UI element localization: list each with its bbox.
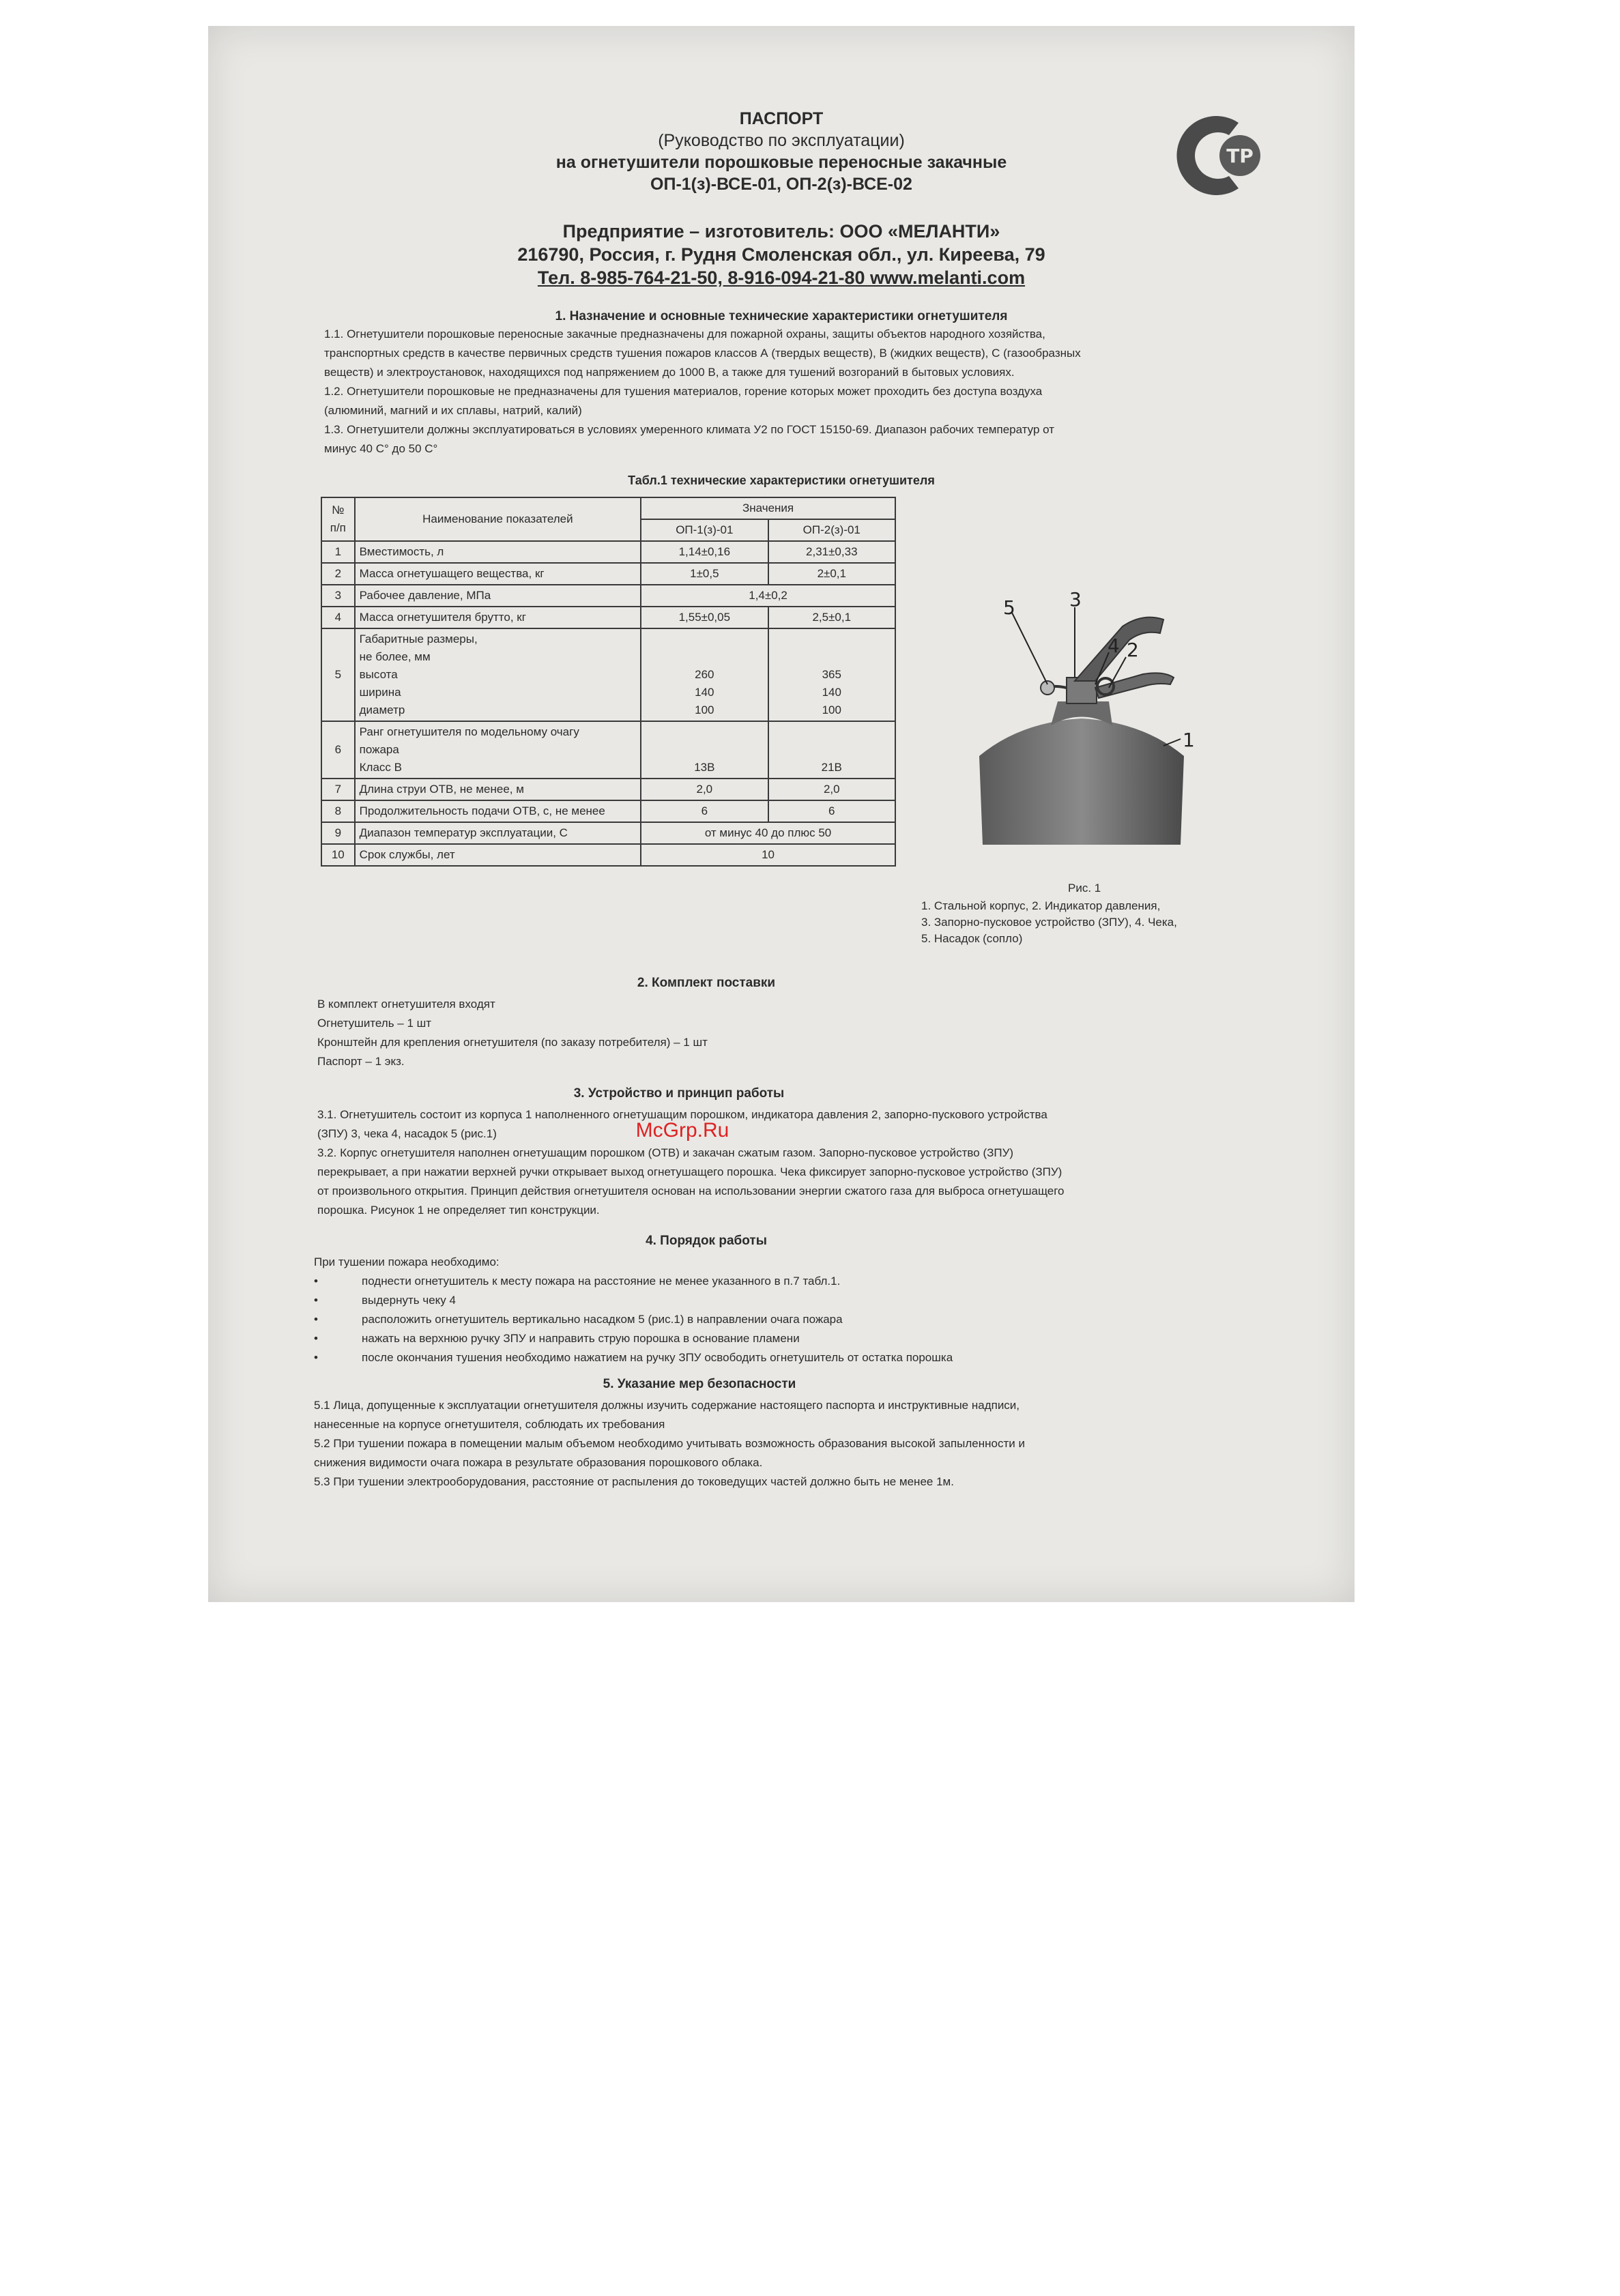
section-3-line: 3.1. Огнетушитель состоит из корпуса 1 наполненного огнетушащим порошком, индикатора давления 2, запорно-пускового устройства xyxy=(317,1108,1047,1121)
dim-value: 260 xyxy=(695,668,714,681)
fig-label-5: 5 xyxy=(1003,596,1015,619)
row-name: Рабочее давление, МПа xyxy=(355,585,641,607)
certification-logo xyxy=(1163,108,1279,203)
section-5-line: нанесенные на корпусе огнетушителя, соблюдать их требования xyxy=(314,1418,665,1431)
dim-value: 140 xyxy=(695,686,714,699)
doc-product: на огнетушители порошковые переносные закачные xyxy=(555,153,1007,172)
dim-value: 365 xyxy=(822,668,841,681)
section-5-line: 5.2 При тушении пожара в помещении малым объемом необходимо учитывать возможность образования высокой запыленности и xyxy=(314,1437,1025,1450)
row-num: 6 xyxy=(321,721,355,779)
table-row xyxy=(321,779,895,800)
section-3-line: порошка. Рисунок 1 не определяет тип конструкции. xyxy=(317,1204,600,1217)
document-sheet xyxy=(208,26,1355,1602)
table-row xyxy=(321,721,895,779)
bullet-marker: • xyxy=(314,1332,318,1345)
section-1-line: 1.1. Огнетушители порошковые переносные закачные предназначены для пожарной охраны, защиты объектов народного хозяйства, xyxy=(324,328,1045,340)
dim-value: 100 xyxy=(695,703,714,716)
logo-text: ТР xyxy=(1226,145,1254,167)
fig-label-1: 1 xyxy=(1183,729,1195,751)
watermark: McGrp.Ru xyxy=(635,1119,729,1142)
figure-legend-line: 3. Запорно-пусковое устройство (ЗПУ), 4. Чека, xyxy=(921,916,1177,929)
row-value-merged: 10 xyxy=(641,844,895,866)
row-num: 1 xyxy=(321,541,355,563)
row-value-1: 2,0 xyxy=(641,779,768,800)
leader-1 xyxy=(1163,739,1181,746)
table-row xyxy=(321,800,895,822)
section-3-line: (ЗПУ) 3, чека 4, насадок 5 (рис.1) xyxy=(317,1127,497,1140)
table-row xyxy=(321,607,895,628)
row-name xyxy=(355,628,641,721)
extinguisher-icon xyxy=(938,585,1293,872)
row-num: 10 xyxy=(321,844,355,866)
section-4-bullet: нажать на верхнюю ручку ЗПУ и направить струю порошка в основание пламени xyxy=(362,1332,800,1345)
table-row xyxy=(321,822,895,844)
row-value-2: 2,31±0,33 xyxy=(768,541,895,563)
row-value-1: 1,55±0,05 xyxy=(641,607,768,628)
row-value-2 xyxy=(768,628,895,721)
section-4-bullet: выдернуть чеку 4 xyxy=(362,1294,456,1307)
row-num: 2 xyxy=(321,563,355,585)
row-value-2: 21В xyxy=(768,721,895,779)
section-4-bullet: после окончания тушения необходимо нажатием на ручку ЗПУ освободить огнетушитель от остатка порошка xyxy=(362,1351,953,1364)
section-3-heading: 3. Устройство и принцип работы xyxy=(573,1086,785,1101)
row-num: 3 xyxy=(321,585,355,607)
manufacturer-address: 216790, Россия, г. Рудня Смоленская обл., ул. Киреева, 79 xyxy=(517,244,1045,265)
col-header-values: Значения xyxy=(641,497,895,519)
table-row xyxy=(321,585,895,607)
fig-label-3: 3 xyxy=(1069,588,1082,611)
table-caption: Табл.1 технические характеристики огнетушителя xyxy=(628,474,935,487)
section-4-bullet: поднести огнетушитель к месту пожара на расстояние не менее указанного в п.7 табл.1. xyxy=(362,1275,841,1288)
row-name-line: Класс В xyxy=(359,761,402,774)
manufacturer-name: Предприятие – изготовитель: ООО «МЕЛАНТИ» xyxy=(562,221,1000,242)
row-value-2: 6 xyxy=(768,800,895,822)
doc-models: ОП-1(з)-ВСЕ-01, ОП-2(з)-ВСЕ-02 xyxy=(650,175,912,194)
row-value-1 xyxy=(641,628,768,721)
row-value-1: 1±0,5 xyxy=(641,563,768,585)
figure-caption: Рис. 1 xyxy=(1068,882,1101,895)
section-5-line: 5.1 Лица, допущенные к эксплуатации огнетушителя должны изучить содержание настоящего паспорта и инструктивные надписи, xyxy=(314,1399,1020,1412)
row-name: Длина струи ОТВ, не менее, м xyxy=(355,779,641,800)
row-value-1: 13В xyxy=(641,721,768,779)
bullet-marker: • xyxy=(314,1294,318,1307)
row-name: Вместимость, л xyxy=(355,541,641,563)
section-2-line: Огнетушитель – 1 шт xyxy=(317,1017,432,1030)
row-num: 7 xyxy=(321,779,355,800)
section-5-heading: 5. Указание мер безопасности xyxy=(603,1377,796,1391)
section-5-line: снижения видимости очага пожара в результате образования порошкового облака. xyxy=(314,1456,763,1469)
section-2-line: Паспорт – 1 экз. xyxy=(317,1055,405,1068)
doc-subtitle: (Руководство по эксплуатации) xyxy=(658,131,905,150)
row-value-1: 6 xyxy=(641,800,768,822)
fig-label-4: 4 xyxy=(1108,635,1120,657)
figure-legend-line: 1. Стальной корпус, 2. Индикатор давления, xyxy=(921,899,1161,912)
row-value-2: 2±0,1 xyxy=(768,563,895,585)
manufacturer-contacts xyxy=(208,267,1355,289)
row-value-1: 1,14±0,16 xyxy=(641,541,768,563)
section-1-heading: 1. Назначение и основные технические характеристики огнетушителя xyxy=(555,309,1008,323)
section-3-line: перекрывает, а при нажатии верхней ручки открывает выход огнетушащего порошка. Чека фиксирует запорно-пусковое устройство (ЗПУ) xyxy=(317,1165,1062,1178)
section-4-heading: 4. Порядок работы xyxy=(646,1234,767,1248)
section-3-line: от произвольного открытия. Принцип действия огнетушителя основан на использовании энергии сжатого газа для выброса огнетушащего xyxy=(317,1185,1065,1197)
section-5-line: 5.3 При тушении электрооборудования, расстояние от распыления до токоведущих частей должно быть не менее 1м. xyxy=(314,1475,954,1488)
col-header-op2: ОП-2(з)-01 xyxy=(768,519,895,541)
section-4-intro: При тушении пожара необходимо: xyxy=(314,1255,500,1268)
section-1-line: веществ) и электроустановок, находящихся под напряжением до 1000 В, а также для тушений возгораний в бытовых условиях. xyxy=(324,366,1015,379)
row-name: Продолжительность подачи ОТВ, с, не менее xyxy=(355,800,641,822)
row-name: Масса огнетушителя брутто, кг xyxy=(355,607,641,628)
col-header-name: Наименование показателей xyxy=(355,497,641,541)
leader-5 xyxy=(1012,613,1047,684)
row-name: Срок службы, лет xyxy=(355,844,641,866)
bullet-marker: • xyxy=(314,1313,318,1326)
table-row xyxy=(321,563,895,585)
row-num: 4 xyxy=(321,607,355,628)
row-value-2: 2,0 xyxy=(768,779,895,800)
figure-legend-line: 5. Насадок (сопло) xyxy=(921,932,1023,945)
row-name-line: высота xyxy=(359,668,398,681)
col-header-num: № п/п xyxy=(321,497,355,541)
row-name: Масса огнетушащего вещества, кг xyxy=(355,563,641,585)
section-1-line: транспортных средств в качестве первичных средств тушения пожаров классов А (твердых веществ), В (жидких веществ), С (газообразных xyxy=(324,347,1081,360)
section-1-line: минус 40 С° до 50 С° xyxy=(324,442,438,455)
row-num: 8 xyxy=(321,800,355,822)
row-value-2: 2,5±0,1 xyxy=(768,607,895,628)
spec-table xyxy=(321,497,896,867)
certification-logo-icon xyxy=(1163,108,1279,203)
section-1-line: (алюминий, магний и их сплавы, натрий, калий) xyxy=(324,404,582,417)
row-value-merged: от минус 40 до плюс 50 xyxy=(641,822,895,844)
bullet-marker: • xyxy=(314,1275,318,1288)
row-num: 5 xyxy=(321,628,355,721)
section-4-bullet: расположить огнетушитель вертикально насадком 5 (рис.1) в направлении очага пожара xyxy=(362,1313,843,1326)
col-header-op1: ОП-1(з)-01 xyxy=(641,519,768,541)
doc-title: ПАСПОРТ xyxy=(739,109,824,128)
section-1-line: 1.2. Огнетушители порошковые не предназначены для тушения материалов, горение которых может проходить без доступа воздуха xyxy=(324,385,1043,398)
row-name-line: не более, мм xyxy=(359,650,431,663)
section-2-heading: 2. Комплект поставки xyxy=(637,976,776,990)
row-name xyxy=(355,721,641,779)
row-name-line: ширина xyxy=(359,686,401,699)
dim-value: 140 xyxy=(822,686,841,699)
fig-label-2: 2 xyxy=(1127,639,1139,661)
section-2-line: Кронштейн для крепления огнетушителя (по заказу потребителя) – 1 шт xyxy=(317,1036,708,1049)
section-3-line: 3.2. Корпус огнетушителя наполнен огнетушащим порошком (ОТВ) и закачан сжатым газом. Запорно-пусковое устройство (ЗПУ) xyxy=(317,1146,1014,1159)
dim-value: 100 xyxy=(822,703,841,716)
bullet-marker: • xyxy=(314,1351,318,1364)
row-name-line: пожара xyxy=(359,743,399,756)
row-name-line: Габаритные размеры, xyxy=(359,633,478,645)
contacts-text: Тел. 8-985-764-21-50, 8-916-094-21-80 www.melanti.com xyxy=(537,267,1026,288)
table-row xyxy=(321,844,895,866)
row-name: Диапазон температур эксплуатации, С xyxy=(355,822,641,844)
row-num: 9 xyxy=(321,822,355,844)
row-value-merged: 1,4±0,2 xyxy=(641,585,895,607)
table-row xyxy=(321,628,895,721)
extinguisher-figure xyxy=(938,585,1293,872)
row-name-line: диаметр xyxy=(359,703,405,716)
section-2-line: В комплект огнетушителя входят xyxy=(317,998,495,1011)
table-row xyxy=(321,541,895,563)
section-1-line: 1.3. Огнетушители должны эксплуатироваться в условиях умеренного климата У2 по ГОСТ 15150-69. Диапазон рабочих температур от xyxy=(324,423,1055,436)
row-name-line: Ранг огнетушителя по модельному очагу xyxy=(359,725,579,738)
